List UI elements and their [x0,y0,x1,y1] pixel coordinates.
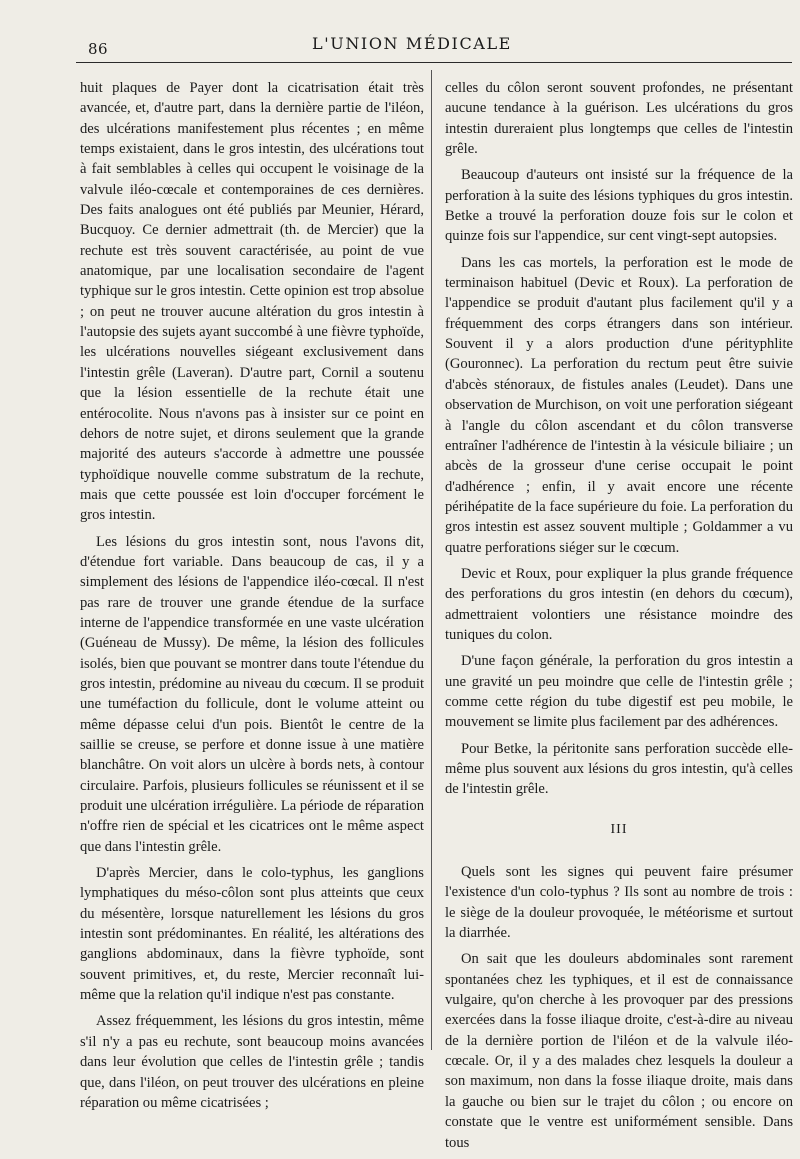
paragraph: huit plaques de Payer dont la cicatrisation était très avancée, et, d'autre part, dans la dernière partie de l'iléon, des ulcérations manifestement plus récentes ; en même temps existaient, dans le gros intestin, des ulcérations tout à fait semblables à celles qui occupent le voisinage de la valvule iléo-cœcale et contemporaines de ces dernières. Des faits analogues ont été publiés par Meunier, Hérard, Bucquoy. Ce dernier admettrait (th. de Mercier) que la rechute est très souvent caractérisée, au point de vue anatomique, par une localisation secondaire de l'agent typhique sur le gros intestin. Cette opinion est trop absolue ; on peut ne trouver aucune altération du gros intestin à l'autopsie des sujets ayant succombé à une fièvre typhoïde, les ulcérations nouvelles siégeant exclusivement dans l'intestin grêle (Laveran). D'autre part, Cornil a soutenu que la lésion essentielle de la rechute était une entérocolite. Nous n'avons pas à insister sur ce point en dehors de notre sujet, et dirons seulement que la grande majorité des auteurs s'accorde à admettre une poussée typhoïdique nouvelle comme substratum de la rechute, mais que cette poussée est loin d'occuper forcément le gros intestin. [80,80,424,524]
paragraph: Dans les cas mortels, la perforation est le mode de terminaison habituel (Devic et Roux). La perforation de l'appendice se produit d'autant plus facilement qu'il y a fréquemment des corps étrangers dans son intérieur. Souvent il y a alors production d'une pérityphlite (Gouronnec). La perforation du rectum peut être suivie d'abcès sténoraux, de fistules anales (Leudet). Dans une observation de Murchison, on voit une perforation siégeant à l'angle du côlon ascendant et du côlon transverse entraîner l'adhérence de l'intestin à la vésicule biliaire ; un abcès de la grosseur d'une cerise occupait le point d'adhérence ; enfin, il y avait encore une récente périhépatite de la face supérieure du foie. La perforation du gros intestin est assez souvent multiple ; Goldammer a vu quatre perforations siéger sur le cœcum. [445,254,793,556]
paragraph: On sait que les douleurs abdominales sont rarement spontanées chez les typhiques, et il est de connaissance vulgaire, qu'on cherche à les provoquer par des pressions exercées dans la fosse iliaque droite, c'est-à-dire au niveau de la dernière portion de l'iléon et de la valvule iléo-cœcale. Or, il y a des malades chez lesquels la douleur a son maximum, non dans la fosse iliaque droite, mais dans la gauche ou bien sur le trajet du côlon ; ou encore on constate que le ventre est uniformément sensible. Dans tous [445,951,793,1151]
paragraph: celles du côlon seront souvent profondes, ne présentant aucune tendance à la guérison. Les ulcérations du gros intestin dureraient plus longtemps que celles de l'intestin grêle. [445,80,793,158]
section-heading: III [610,821,628,837]
running-head [0,32,800,58]
column-divider [431,70,432,1050]
paragraph: Les lésions du gros intestin sont, nous l'avons dit, d'étendue fort variable. Dans beaucoup de cas, il y a simplement des lésions de l'appendice iléo-cœcal. Il n'est pas rare de trouver une grande étendue de la surface interne de l'appendice transformée en une vaste ulcération (Guéneau de Mussy). De même, la lésion des follicules isolés, bien que pouvant se montrer dans toute l'étendue du gros intestin, prédomine au niveau du cœcum. Il se produit une tuméfaction du follicule, dont le volume atteint ou même dépasse celui d'un pois. Bientôt le centre de la saillie se creuse, se perfore et donne issue à une matière blanchâtre. On voit alors un ulcère à bords nets, à contour circulaire. Parfois, plusieurs follicules se réunissent et il se produit une ulcération irrégulière. La période de réparation n'offre rien de spécial et les cicatrices ont le même aspect que dans l'intestin grêle. [80,533,424,855]
paragraph: Devic et Roux, pour expliquer la plus grande fréquence des perforations du gros intestin (en dehors du cœcum), admettraient volontiers une résistance moindre des tuniques du colon. [445,565,793,643]
paragraph: Assez fréquemment, les lésions du gros intestin, même s'il n'y a pas eu rechute, sont beaucoup moins avancées dans leur évolution que celles de l'intestin grêle ; tandis que, dans l'iléon, on peut trouver des ulcérations en pleine réparation ou même cicatrisées ; [80,1013,424,1111]
header-rule [76,62,792,63]
paragraph: Pour Betke, la péritonite sans perforation succède elle-même plus souvent aux lésions du gros intestin, qu'à celles de l'intestin grêle. [445,740,793,798]
paragraph: D'une façon générale, la perforation du gros intestin a une gravité un peu moindre que celle de l'intestin grêle ; comme cette région du tube digestif est peu mobile, le mouvement se limite plus facilement par des adhérences. [445,653,793,731]
journal-title: L'UNION MÉDICALE [312,34,512,53]
left-column [80,78,424,1119]
right-column [445,78,793,1159]
paragraph: Beaucoup d'auteurs ont insisté sur la fréquence de la perforation à la suite des lésions typhiques du gros intestin. Betke a trouvé la perforation douze fois sur le colon et quinze fois sur l'appendice, sur cent vingt-sept autopsies. [445,167,793,245]
paragraph: Quels sont les signes qui peuvent faire présumer l'existence d'un colo-typhus ? Ils sont au nombre de trois : le siège de la douleur provoquée, le météorisme et surtout la diarrhée. [445,864,793,942]
paragraph: D'après Mercier, dans le colo-typhus, les ganglions lymphatiques du méso-côlon sont plus atteints que ceux du mésentère, lorsque naturellement les lésions du gros intestin sont prédominantes. En réalité, les altérations des ganglions abdominaux, dans la fièvre typhoïde, sont souvent primitives, et, du reste, Mercier reconnaît lui-même que la relation qu'il indique n'est pas constante. [80,865,424,1004]
page-number: 86 [88,40,109,58]
